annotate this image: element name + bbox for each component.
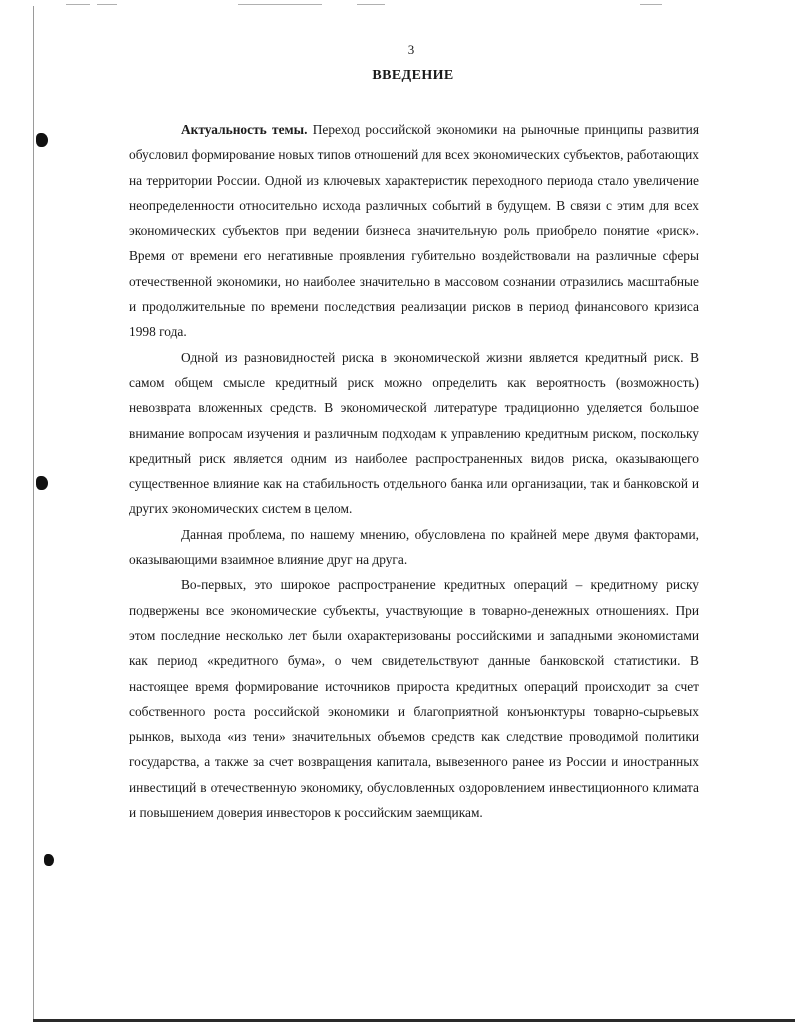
scan-edge-top — [357, 4, 385, 5]
paragraph-lead-term: Актуальность темы. — [181, 122, 308, 137]
paragraph-text: Во-первых, это широкое распространение кредитных операций – кредитному риску подвержены все экономические субъекты, участвующие в товарно-денежных отношениях. При этом последние несколько лет были охарактеризованы российскими и западными экономистами как период «кредитного бума», о чем свидетельствуют данные банковской статистики. В настоящее время формирование источников прироста кредитных операций происходит за счет собственного роста российской экономики и благоприятной конъюнктуры товарно-сырьевых рынков, выхода «из тени» значительных объемов средств как следствие проводимой политики государства, а также за счет возвращения капитала, вывезенного ранее из России и иностранных инвестиций в отечественную экономику, обусловленных оздоровлением инвестиционного климата и повышением доверия инвесторов к российским заемщикам. — [129, 577, 699, 821]
scan-edge-bottom — [33, 1019, 795, 1022]
punch-hole-mark — [36, 133, 48, 147]
scan-edge-top — [97, 4, 117, 5]
paragraph-relevance — [129, 117, 699, 345]
paragraph-text: Данная проблема, по нашему мнению, обусловлена по крайней мере двумя факторами, оказывающими взаимное влияние друг на друга. — [129, 526, 699, 568]
section-heading: ВВЕДЕНИЕ — [372, 68, 454, 83]
scan-edge-top — [66, 4, 90, 5]
paragraph-credit-risk — [129, 345, 699, 522]
punch-hole-mark — [36, 476, 48, 490]
scan-edge-left — [33, 6, 34, 1021]
paragraph-text: Переход российской экономики на рыночные принципы развития обусловил формирование новых типов отношений для всех экономических субъектов, работающих на территории России. Одной из ключевых характеристик переходного периода стало увеличение неопределенности относительно исхода различных событий в будущем. В связи с этим для всех экономических субъектов при ведении бизнеса значительную роль приобрело понятие «риск». Время от времени его негативные проявления губительно воздействовали на различные сферы отечественной экономики, но наиболее значительно в массовом сознании отразились масштабные и продолжительные по времени последствия реализации рисков в период финансового кризиса 1998 года. — [129, 122, 699, 340]
paragraph-problem — [129, 522, 699, 573]
body-text — [129, 117, 699, 825]
page-number: 3 — [407, 42, 415, 57]
paragraph-text: Одной из разновидностей риска в экономической жизни является кредитный риск. В самом общем смысле кредитный риск можно определить как вероятность (возможность) невозврата вложенных средств. В экономической литературе традиционно уделяется большое внимание вопросам изучения и различным подходам к управлению кредитным риском, поскольку кредитный риск является одним из наиболее распространенных видов риска, оказывающего существенное влияние как на стабильность отдельного банка или организации, так и банковской и других экономических систем в целом. — [129, 349, 699, 517]
punch-hole-mark — [44, 854, 54, 866]
scan-edge-top — [238, 4, 322, 5]
scan-edge-top — [640, 4, 662, 5]
paragraph-first-factor — [129, 572, 699, 825]
